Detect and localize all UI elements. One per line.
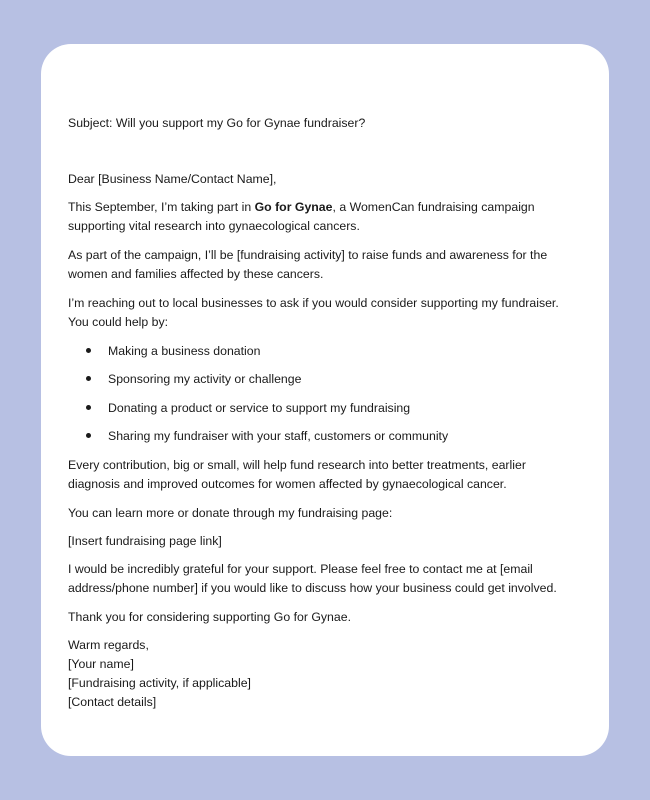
grateful-line-2: address/phone number] if you would like to discuss how your business could get involved. <box>68 581 557 595</box>
campaign-line-1: As part of the campaign, I’ll be [fundraising activity] to raise funds and awareness for the <box>68 248 548 262</box>
bullet-icon <box>86 405 91 410</box>
outreach-line-1: I’m reaching out to local businesses to ask if you would consider supporting my fundraiser. <box>68 296 559 310</box>
greeting: Dear [Business Name/Contact Name], <box>68 172 277 186</box>
signoff-name: [Your name] <box>68 657 134 671</box>
list-item-label: Sharing my fundraiser with your staff, customers or community <box>108 429 449 443</box>
list-item-label: Sponsoring my activity or challenge <box>108 372 302 386</box>
intro-line-2: supporting vital research into gynaecological cancers. <box>68 219 360 233</box>
contribution-line-1: Every contribution, big or small, will help fund research into better treatments, earlier <box>68 458 526 472</box>
signoff-contact: [Contact details] <box>68 695 157 709</box>
campaign-name: Go for Gynae <box>254 200 333 214</box>
list-item-label: Donating a product or service to support my fundraising <box>108 401 411 415</box>
list-item-label: Making a business donation <box>108 344 261 358</box>
list-item <box>86 427 448 446</box>
bullet-icon <box>86 376 91 381</box>
grateful-line-1: I would be incredibly grateful for your support. Please feel free to contact me at [email <box>68 562 533 576</box>
list-item <box>86 370 301 389</box>
bullet-icon <box>86 433 91 438</box>
bullet-icon <box>86 348 91 353</box>
signoff-closing: Warm regards, <box>68 638 149 652</box>
signoff-activity: [Fundraising activity, if applicable] <box>68 676 251 690</box>
outreach-line-2: You could help by: <box>68 315 169 329</box>
list-item <box>86 399 410 418</box>
intro-text-after: , a WomenCan fundraising campaign <box>332 200 535 214</box>
contribution-line-2: diagnosis and improved outcomes for women affected by gynaecological cancer. <box>68 477 507 491</box>
learn-more-text: You can learn more or donate through my fundraising page: <box>68 506 393 520</box>
intro-text-before: This September, I’m taking part in <box>68 200 255 214</box>
intro-line-1 <box>68 198 535 217</box>
thanks-text: Thank you for considering supporting Go for Gynae. <box>68 610 351 624</box>
letter-card <box>41 44 609 756</box>
list-item <box>86 342 260 361</box>
subject-line: Subject: Will you support my Go for Gynae fundraiser? <box>68 116 366 130</box>
campaign-line-2: women and families affected by these cancers. <box>68 267 324 281</box>
fundraising-page-link: [Insert fundraising page link] <box>68 534 222 548</box>
